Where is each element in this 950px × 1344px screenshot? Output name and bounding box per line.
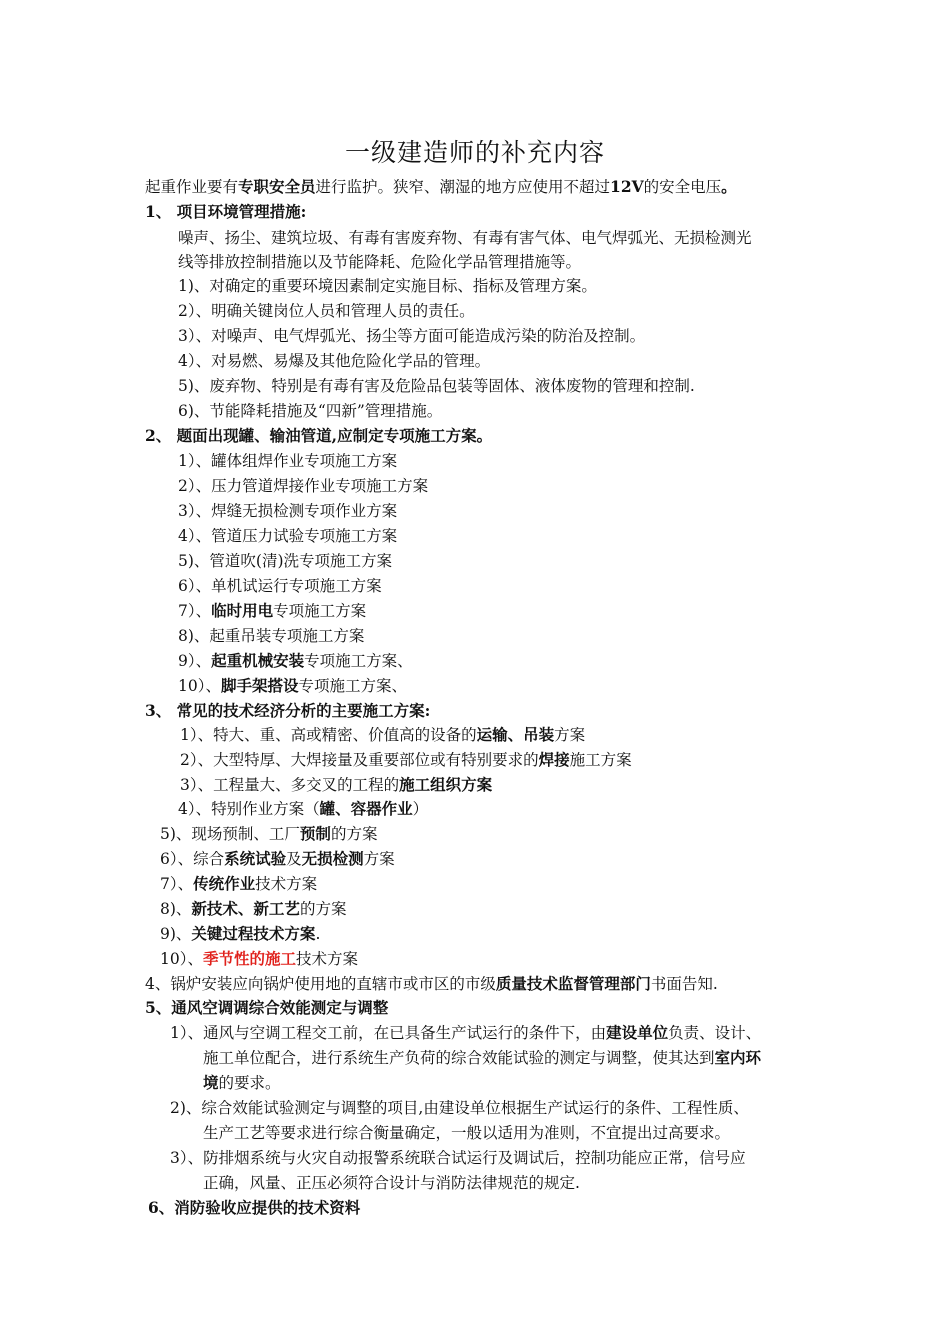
bold-text: 室内环 <box>714 1048 762 1067</box>
bold-text: 3、 常见的技术经济分析的主要施工方案: <box>145 701 431 720</box>
text-line <box>178 275 597 297</box>
bold-text: 建设单位 <box>606 1023 669 1042</box>
text-line <box>178 575 382 597</box>
text-segment: 4）、对易燃、易爆及其他危险化学品的管理。 <box>178 352 491 370</box>
text-segment: 3）、对噪声、电气焊弧光、扬尘等方面可能造成污染的防治及控制。 <box>178 327 646 345</box>
text-segment: 正确，风量、正压必须符合设计与消防法律规范的规定. <box>203 1174 580 1192</box>
text-segment: 的方案 <box>330 825 378 843</box>
bold-text: 脚手架搭设 <box>220 676 299 695</box>
bold-text: 系统试验 <box>224 849 287 868</box>
text-line <box>145 425 492 447</box>
text-line <box>180 724 585 746</box>
text-line <box>145 997 388 1019</box>
text-line <box>178 450 397 472</box>
text-line <box>170 1022 761 1044</box>
text-segment: 1）、通风与空调工程交工前，在已具备生产试运行的条件下，由 <box>170 1024 607 1042</box>
text-segment: 技术方案 <box>296 950 359 968</box>
text-segment: 2）、压力管道焊接作业专项施工方案 <box>178 477 429 495</box>
text-line <box>178 525 397 547</box>
text-line <box>170 1147 746 1169</box>
text-segment: 4）、特别作业方案（ <box>178 800 320 818</box>
text-segment: 5)、废弃物、特别是有毒有害及危险品包装等固体、液体废物的管理和控制. <box>178 377 695 395</box>
bold-text: 。 <box>721 177 737 196</box>
text-line <box>203 1122 730 1144</box>
bold-text: 起重机械安装 <box>211 651 305 670</box>
bold-text: 无损检测 <box>301 849 364 868</box>
bold-text: 境 <box>203 1073 219 1092</box>
text-segment: 的安全电压 <box>643 178 722 196</box>
text-line <box>145 973 718 995</box>
text-line <box>178 625 364 647</box>
text-segment: 1）、罐体组焊作业专项施工方案 <box>178 452 398 470</box>
text-segment: 3）、防排烟系统与火灾自动报警系统联合试运行及调试后，控制功能应正常，信号应 <box>170 1149 746 1167</box>
text-segment: 10）、 <box>160 950 203 968</box>
bold-text: 罐、容器作业 <box>319 799 413 818</box>
text-segment: 6）、综合 <box>160 850 225 868</box>
text-line <box>178 650 413 672</box>
text-line <box>178 300 475 322</box>
bold-text: 新技术、新工艺 <box>191 899 300 918</box>
text-segment: 及 <box>286 850 302 868</box>
text-segment: 进行监护。狭窄、潮湿的地方应使用不超过 <box>315 178 611 196</box>
text-line <box>180 774 492 796</box>
text-segment: 专项施工方案、 <box>304 652 413 670</box>
text-segment: 技术方案 <box>255 875 318 893</box>
bold-text: 施工组织方案 <box>399 775 493 794</box>
text-segment: 线等排放控制措施以及节能降耗、危险化学品管理措施等。 <box>178 253 582 271</box>
text-line <box>160 898 346 920</box>
text-segment: 7）、 <box>160 875 194 893</box>
text-line <box>178 227 752 249</box>
text-segment: 4）、管道压力试验专项施工方案 <box>178 527 398 545</box>
text-line <box>180 749 632 771</box>
text-segment: 10）、 <box>178 677 221 695</box>
text-segment: 7）、 <box>178 602 212 620</box>
bold-text: 关键过程技术方案 <box>191 924 316 943</box>
text-line <box>178 600 366 622</box>
text-line <box>203 1172 580 1194</box>
bold-text: 焊接 <box>538 750 570 769</box>
text-segment: 9）、 <box>178 652 212 670</box>
text-segment: 6）、单机试运行专项施工方案 <box>178 577 382 595</box>
text-segment: 2）、明确关键岗位人员和管理人员的责任。 <box>178 302 475 320</box>
text-line <box>145 201 306 223</box>
text-segment: 2）、大型特厚、大焊接量及重要部位或有特别要求的 <box>180 751 539 769</box>
text-segment: 5)、现场预制、工厂 <box>160 825 300 843</box>
text-segment: 书面告知. <box>650 975 718 993</box>
bold-text: 6、消防验收应提供的技术资料 <box>148 1198 361 1217</box>
bold-text: 预制 <box>299 824 331 843</box>
bold-text: 传统作业 <box>193 874 256 893</box>
text-segment: 方案 <box>554 726 586 744</box>
text-segment: 施工方案 <box>569 751 632 769</box>
bold-text: 专职安全员 <box>238 177 316 196</box>
text-segment: 施工单位配合，进行系统生产负荷的综合效能试验的测定与调整，使其达到 <box>203 1049 715 1067</box>
text-segment: 3）、焊缝无损检测专项作业方案 <box>178 502 398 520</box>
text-line <box>178 400 442 422</box>
text-segment: 9)、 <box>160 925 192 943</box>
text-segment: 1)、对确定的重要环境因素制定实施目标、指标及管理方案。 <box>178 277 597 295</box>
text-segment: 负责、设计、 <box>668 1024 762 1042</box>
text-segment: 方案 <box>363 850 395 868</box>
text-segment: 8)、 <box>160 900 192 918</box>
text-segment: 起重作业要有 <box>145 178 239 196</box>
text-line <box>148 1197 360 1219</box>
text-line <box>160 923 320 945</box>
highlighted-text: 季节性的施工 <box>202 949 296 968</box>
bold-text: 1、 项目环境管理措施: <box>145 202 307 221</box>
text-line <box>178 500 397 522</box>
text-line <box>203 1072 281 1094</box>
text-segment: 5)、管道吹(清)洗专项施工方案 <box>178 552 393 570</box>
text-segment: 2)、综合效能试验测定与调整的项目,由建设单位根据生产试运行的条件、工程性质、 <box>170 1099 749 1117</box>
text-line <box>203 1047 761 1069</box>
text-line <box>160 873 317 895</box>
text-line <box>178 251 581 273</box>
text-segment: 生产工艺等要求进行综合衡量确定，一般以适用为准则，不宜提出过高要求。 <box>203 1124 731 1142</box>
text-segment: 4、锅炉安装应向锅炉使用地的直辖市或市区的市级 <box>145 975 496 993</box>
text-line <box>160 948 358 970</box>
text-segment: 3）、工程量大、多交叉的工程的 <box>180 776 400 794</box>
text-segment: ） <box>412 800 429 818</box>
text-segment: . <box>315 925 321 943</box>
text-line <box>178 675 407 697</box>
text-line <box>178 798 428 820</box>
text-line <box>170 1097 749 1119</box>
text-line <box>178 475 428 497</box>
text-line <box>145 700 430 722</box>
text-line <box>178 350 490 372</box>
text-segment: 专项施工方案 <box>273 602 367 620</box>
text-segment: 专项施工方案、 <box>298 677 408 695</box>
bold-text: 5、通风空调调综合效能测定与调整 <box>145 998 389 1017</box>
text-line <box>145 176 737 198</box>
text-line <box>160 848 395 870</box>
text-line <box>178 550 392 572</box>
text-segment: 6)、节能降耗措施及“四新”管理措施。 <box>178 402 443 420</box>
bold-text: 2、 题面出现罐、输油管道,应制定专项施工方案。 <box>145 426 493 445</box>
text-line <box>178 325 645 347</box>
text-line <box>178 375 695 397</box>
bold-text: 临时用电 <box>211 601 274 620</box>
bold-text: 质量技术监督管理部门 <box>495 974 651 993</box>
text-segment: 1）、特大、重、高或精密、价值高的设备的 <box>180 726 477 744</box>
bold-text: 运输、吊装 <box>476 725 555 744</box>
text-segment: 8)、起重吊装专项施工方案 <box>178 627 365 645</box>
text-line <box>160 823 377 845</box>
page-title: 一级建造师的补充内容 <box>344 138 605 167</box>
text-segment: 的方案 <box>299 900 347 918</box>
text-segment: 的要求。 <box>218 1074 281 1092</box>
bold-text: 12V <box>610 177 644 196</box>
text-segment: 噪声、扬尘、建筑垃圾、有毒有害废弃物、有毒有害气体、电气焊弧光、无损检测光 <box>178 229 752 247</box>
